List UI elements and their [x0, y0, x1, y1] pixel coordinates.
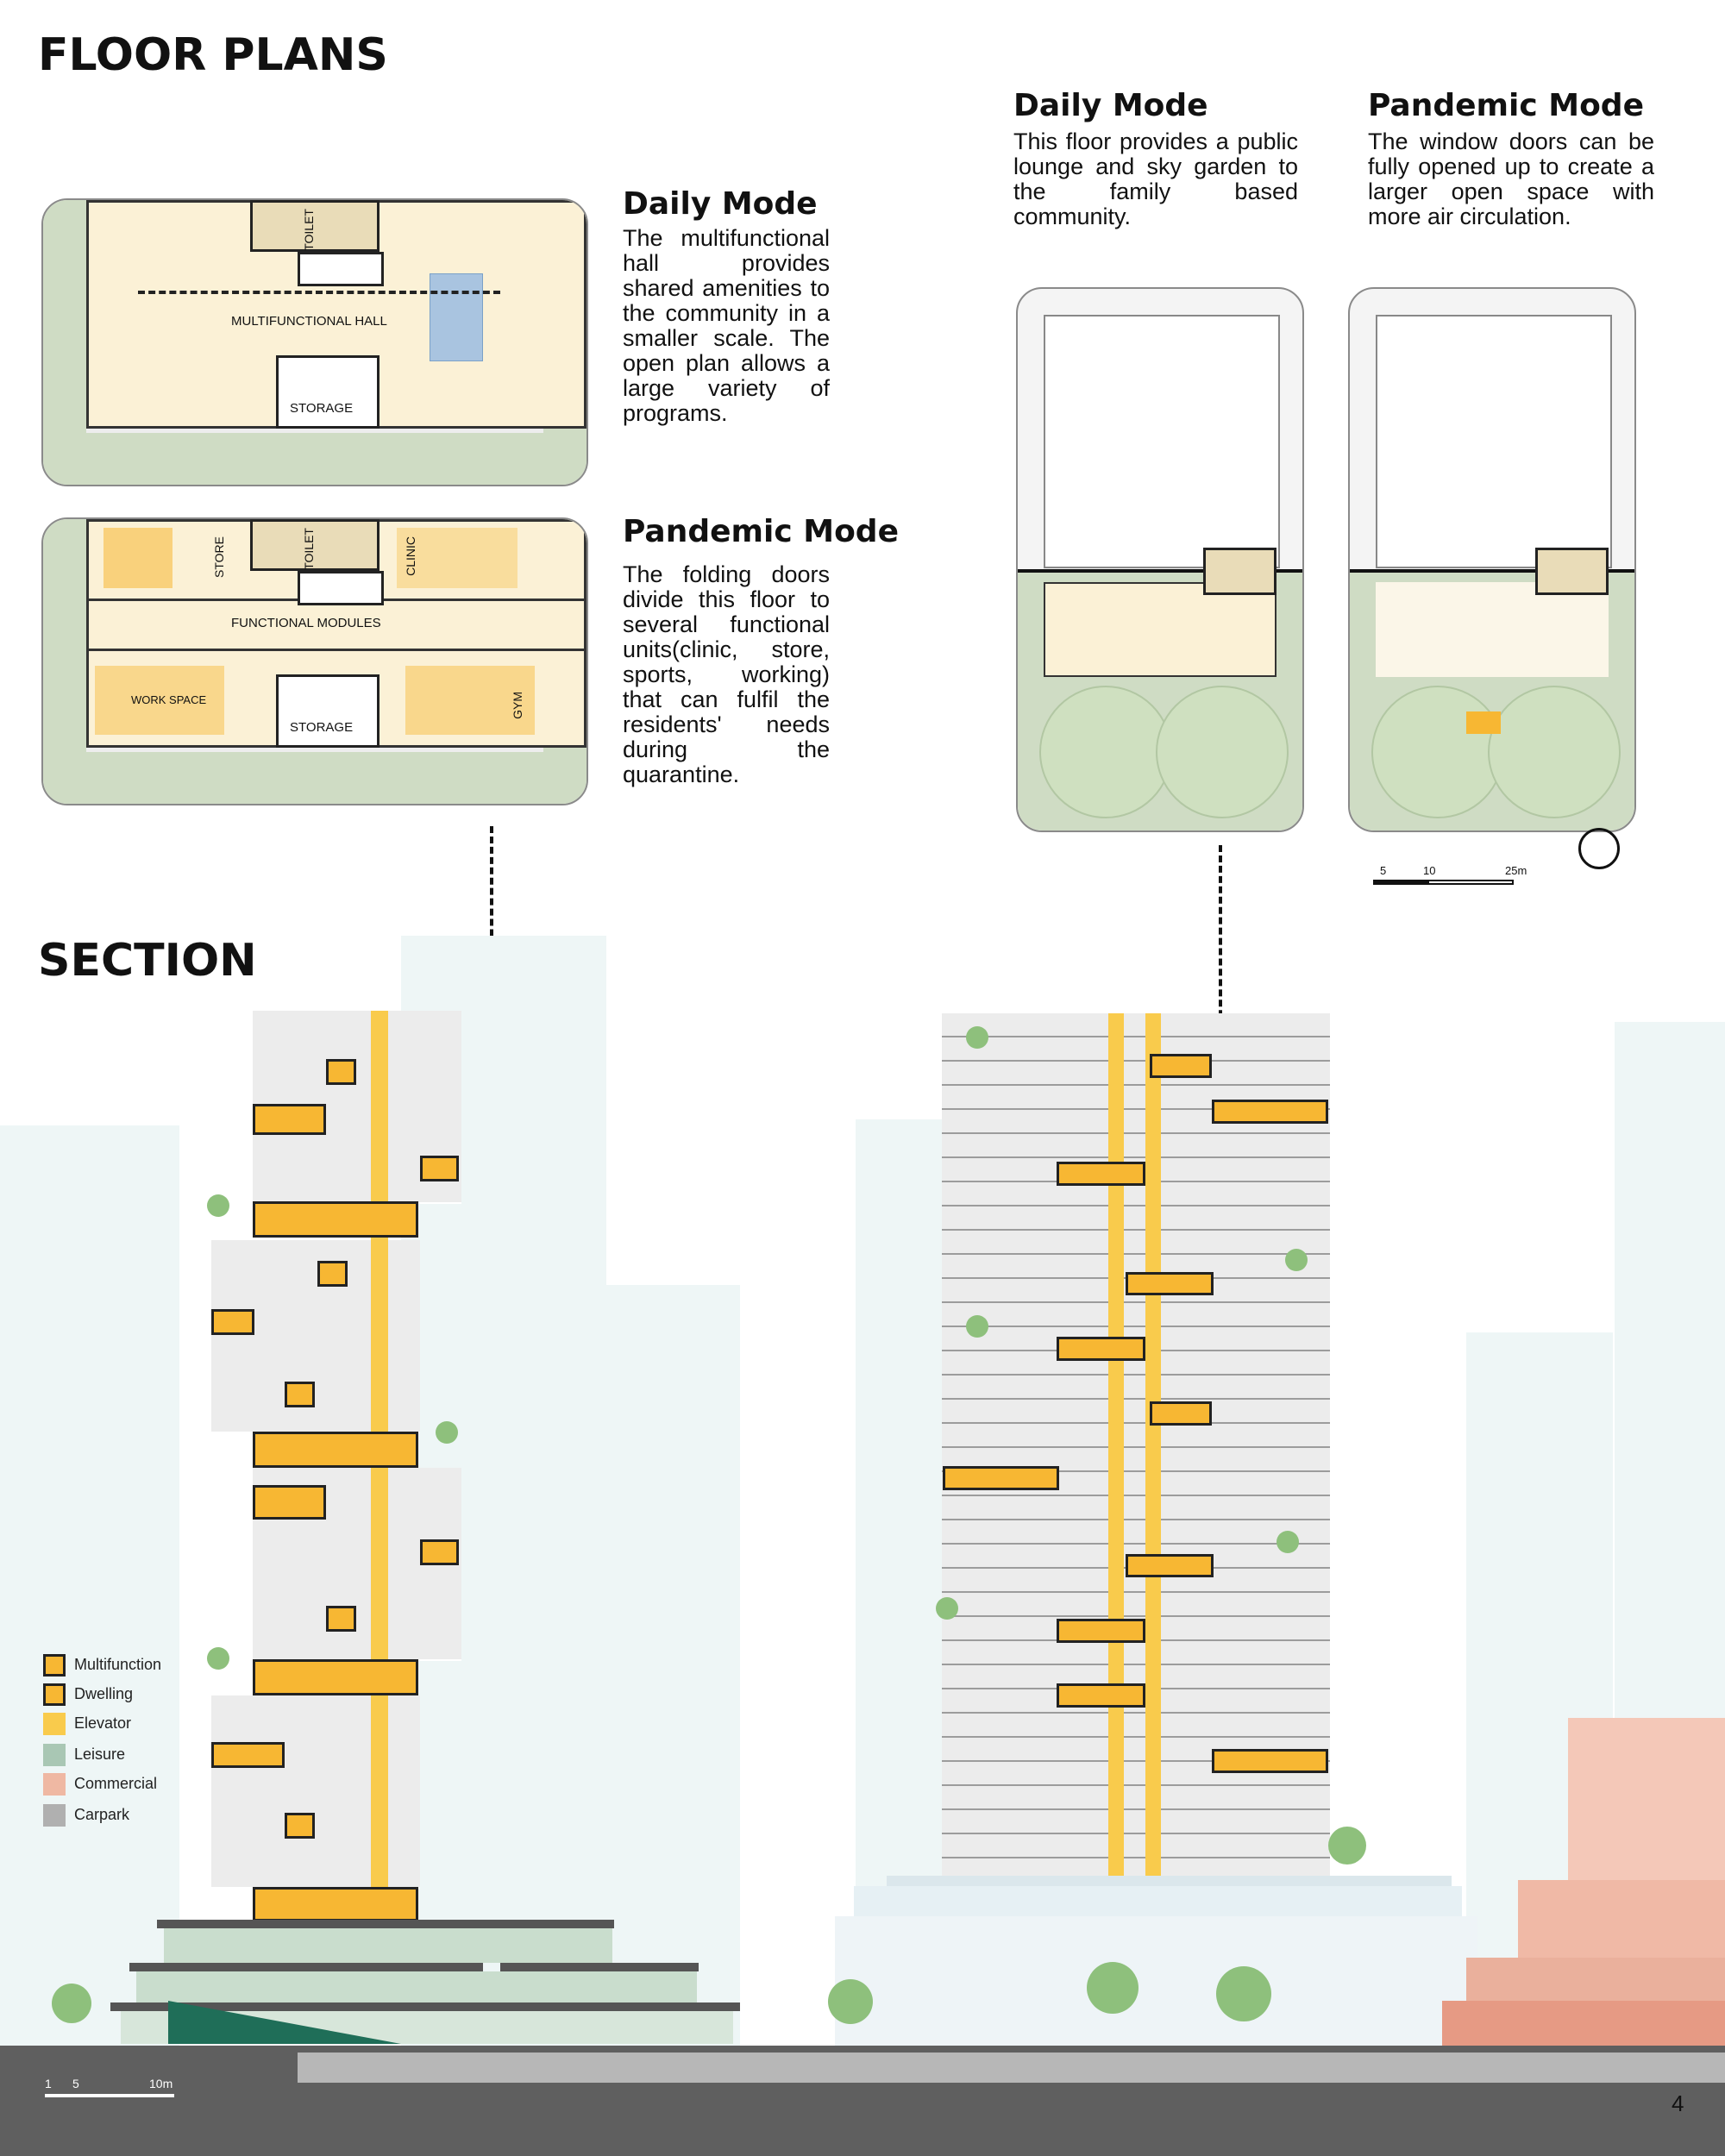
- left-pandemic-gym-label: GYM: [511, 692, 524, 719]
- right-dwelling-unit: [1057, 1619, 1145, 1643]
- left-dwelling-unit: [420, 1156, 459, 1181]
- tree-icon: [1285, 1249, 1308, 1271]
- section-scale-bar: [45, 2094, 174, 2097]
- tree-icon: [436, 1421, 458, 1444]
- tree-icon: [207, 1194, 229, 1217]
- left-daily-title: Daily Mode: [623, 186, 818, 222]
- left-tower-block: [211, 1240, 420, 1433]
- right-scale-tick-2: 10: [1423, 864, 1436, 877]
- right-tower-elevator: [1145, 1013, 1161, 1876]
- tree-icon: [1087, 1962, 1138, 2014]
- left-daily-floor-plan: [41, 198, 588, 486]
- legend-swatch-0: [43, 1654, 66, 1677]
- left-pandemic-work-label: WORK SPACE: [131, 693, 207, 706]
- tree-icon: [1276, 1531, 1299, 1553]
- left-pandemic-storage-label: STORAGE: [290, 720, 354, 735]
- left-pandemic-store-label: STORE: [212, 536, 226, 578]
- right-dwelling-unit: [1057, 1162, 1145, 1186]
- left-tower-block: [211, 1695, 420, 1889]
- left-dwelling-unit: [253, 1485, 326, 1520]
- left-daily-hall-label: MULTIFUNCTIONAL HALL: [231, 314, 387, 329]
- left-daily-description: The multifunctional hall provides shared amenities to the community in a smaller scale. The open plan allows a large variety of programs.: [623, 225, 830, 426]
- right-daily-description: This floor provides a public lounge and sky garden to the family based community.: [1013, 128, 1298, 229]
- right-dwelling-unit: [1212, 1100, 1328, 1124]
- legend-swatch-3: [43, 1744, 66, 1766]
- left-dwelling-unit: [326, 1606, 356, 1632]
- section-scale-tick-1: 1: [45, 2077, 52, 2090]
- right-dwelling-unit: [1057, 1337, 1145, 1361]
- legend-label-5: Carpark: [74, 1806, 130, 1823]
- right-pandemic-floor-plan: [1348, 287, 1636, 832]
- left-dwelling-unit: [253, 1104, 326, 1135]
- legend-swatch-2: [43, 1713, 66, 1735]
- north-arrow-icon: [1578, 828, 1620, 869]
- right-tower-elevator: [1108, 1013, 1124, 1876]
- floor-plans-heading: FLOOR PLANS: [38, 29, 388, 81]
- right-dwelling-unit: [1150, 1401, 1212, 1426]
- left-pandemic-modules-label: FUNCTIONAL MODULES: [231, 616, 381, 630]
- page-number: 4: [1672, 2090, 1684, 2116]
- left-multifunction-floor: [253, 1887, 418, 1921]
- left-pandemic-title: Pandemic Mode: [623, 514, 899, 549]
- left-dwelling-unit: [211, 1742, 285, 1768]
- right-multifunction-floor: [1126, 1272, 1214, 1295]
- section-scale-tick-3: 10m: [149, 2077, 173, 2090]
- left-pandemic-clinic-label: CLINIC: [404, 536, 417, 576]
- tree-icon: [207, 1647, 229, 1670]
- left-dwelling-unit: [285, 1382, 315, 1407]
- tree-icon: [966, 1315, 988, 1338]
- left-dwelling-unit: [211, 1309, 254, 1335]
- left-daily-toilet-label: TOILET: [302, 209, 316, 251]
- legend-label-0: Multifunction: [74, 1656, 162, 1673]
- left-dwelling-unit: [285, 1813, 315, 1839]
- right-multifunction-floor: [1126, 1554, 1214, 1577]
- right-dwelling-unit: [1212, 1749, 1328, 1773]
- legend-label-1: Dwelling: [74, 1685, 134, 1702]
- left-dwelling-unit: [420, 1539, 459, 1565]
- left-multifunction-floor: [253, 1659, 418, 1695]
- left-pandemic-description: The folding doors divide this floor to several functional units(clinic, store, sports, working) that can fulfil the residents' needs during the quarantine.: [623, 561, 830, 787]
- legend-label-2: Elevator: [74, 1714, 132, 1732]
- tree-icon: [1328, 1827, 1366, 1865]
- left-dwelling-unit: [326, 1059, 356, 1085]
- left-multifunction-floor: [253, 1201, 418, 1238]
- background-building: [0, 1125, 179, 2048]
- right-dwelling-unit: [943, 1466, 1059, 1490]
- right-dwelling-unit: [1057, 1683, 1145, 1708]
- tree-icon: [966, 1026, 988, 1049]
- background-building: [593, 1285, 740, 2048]
- tree-icon: [52, 1984, 91, 2023]
- legend-swatch-5: [43, 1804, 66, 1827]
- section-heading: SECTION: [38, 935, 257, 987]
- right-scale-tick-3: 25m: [1505, 864, 1527, 877]
- carpark-level: [298, 2053, 1725, 2083]
- tree-icon: [828, 1979, 873, 2024]
- left-pandemic-toilet-label: TOILET: [302, 528, 316, 570]
- right-daily-floor-plan: [1016, 287, 1304, 832]
- right-pandemic-description: The window doors can be fully opened up to create a larger open space with more air circulation.: [1368, 128, 1654, 229]
- tree-icon: [936, 1597, 958, 1620]
- right-dwelling-unit: [1150, 1054, 1212, 1078]
- right-tower-floors: [942, 1013, 1330, 1876]
- legend-label-4: Commercial: [74, 1775, 158, 1792]
- right-daily-title: Daily Mode: [1013, 88, 1208, 123]
- legend-label-3: Leisure: [74, 1745, 126, 1763]
- section-scale-tick-2: 5: [72, 2077, 79, 2090]
- legend-swatch-4: [43, 1773, 66, 1796]
- left-pandemic-floor-plan: [41, 517, 588, 805]
- right-scale-tick-1: 5: [1380, 864, 1387, 877]
- left-dwelling-unit: [317, 1261, 348, 1287]
- legend-swatch-1: [43, 1683, 66, 1706]
- left-daily-storage-label: STORAGE: [290, 401, 354, 416]
- tree-icon: [1216, 1966, 1271, 2021]
- left-multifunction-floor: [253, 1432, 418, 1468]
- right-pandemic-title: Pandemic Mode: [1368, 88, 1644, 123]
- right-podium: [835, 1916, 1477, 2046]
